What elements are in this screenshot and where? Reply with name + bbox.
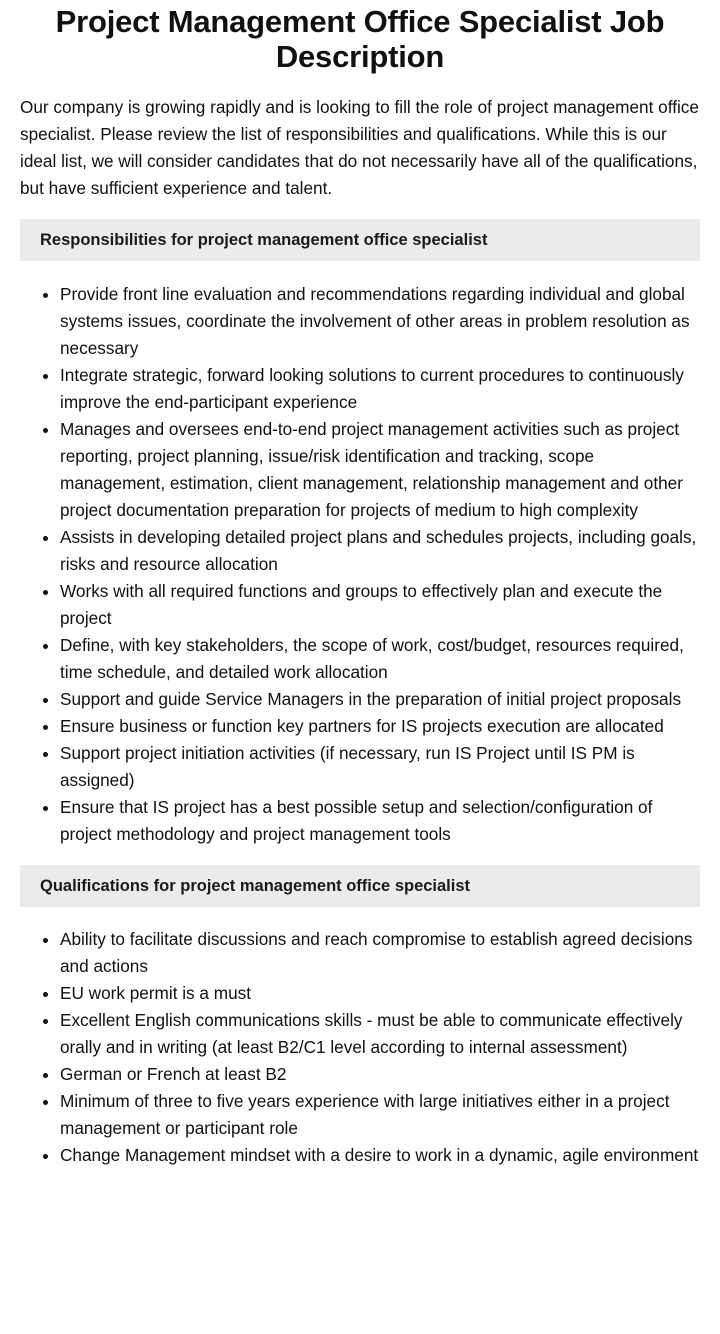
list-item: • Ensure business or function key partners for IS projects execution are allocated [60,713,700,740]
list-item: • Minimum of three to five years experience with large initiatives either in a project management or participant role [60,1088,700,1142]
page-title: Project Management Office Specialist Job Description [55,4,665,74]
list-item: • Manages and oversees end-to-end project management activities such as project reporting, project planning, issue/risk identification and tracking, scope management, estimation, client management, relationship management and other project documentation preparation for projects of medium to high complexity [60,416,700,524]
list-item: • Support project initiation activities (if necessary, run IS Project until IS PM is assigned) [60,740,700,794]
intro-paragraph: Our company is growing rapidly and is looking to fill the role of project management office specialist. Please review the list of responsibilities and qualifications. While this is our ideal list, we will consider candidates that do not necessarily have all of the qualifications, but have sufficient experience and talent. [20,97,699,198]
qualifications-heading: Qualifications for project management office specialist [20,865,700,907]
list-item: • Define, with key stakeholders, the scope of work, cost/budget, resources required, time schedule, and detailed work allocation [60,632,700,686]
responsibilities-heading: Responsibilities for project management office specialist [20,219,700,261]
list-item: • German or French at least B2 [60,1061,700,1088]
list-item: • Ability to facilitate discussions and reach compromise to establish agreed decisions and actions [60,926,700,980]
list-item: • EU work permit is a must [60,980,700,1007]
list-item: • Excellent English communications skills - must be able to communicate effectively orally and in writing (at least B2/C1 level according to internal assessment) [60,1007,700,1061]
list-item: • Integrate strategic, forward looking solutions to current procedures to continuously improve the end-participant experience [60,362,700,416]
list-item: • Support and guide Service Managers in the preparation of initial project proposals [60,686,700,713]
list-item: • Provide front line evaluation and recommendations regarding individual and global systems issues, coordinate the involvement of other areas in problem resolution as necessary [60,281,700,362]
list-item: • Change Management mindset with a desire to work in a dynamic, agile environment [60,1142,700,1169]
list-item: • Assists in developing detailed project plans and schedules projects, including goals, risks and resource allocation [60,524,700,578]
job-description [0,4,720,1169]
list-item: • Ensure that IS project has a best possible setup and selection/configuration of project methodology and project management tools [60,794,700,848]
responsibilities-list [20,281,700,848]
qualifications-list [20,926,700,1169]
list-item: • Works with all required functions and groups to effectively plan and execute the project [60,578,700,632]
